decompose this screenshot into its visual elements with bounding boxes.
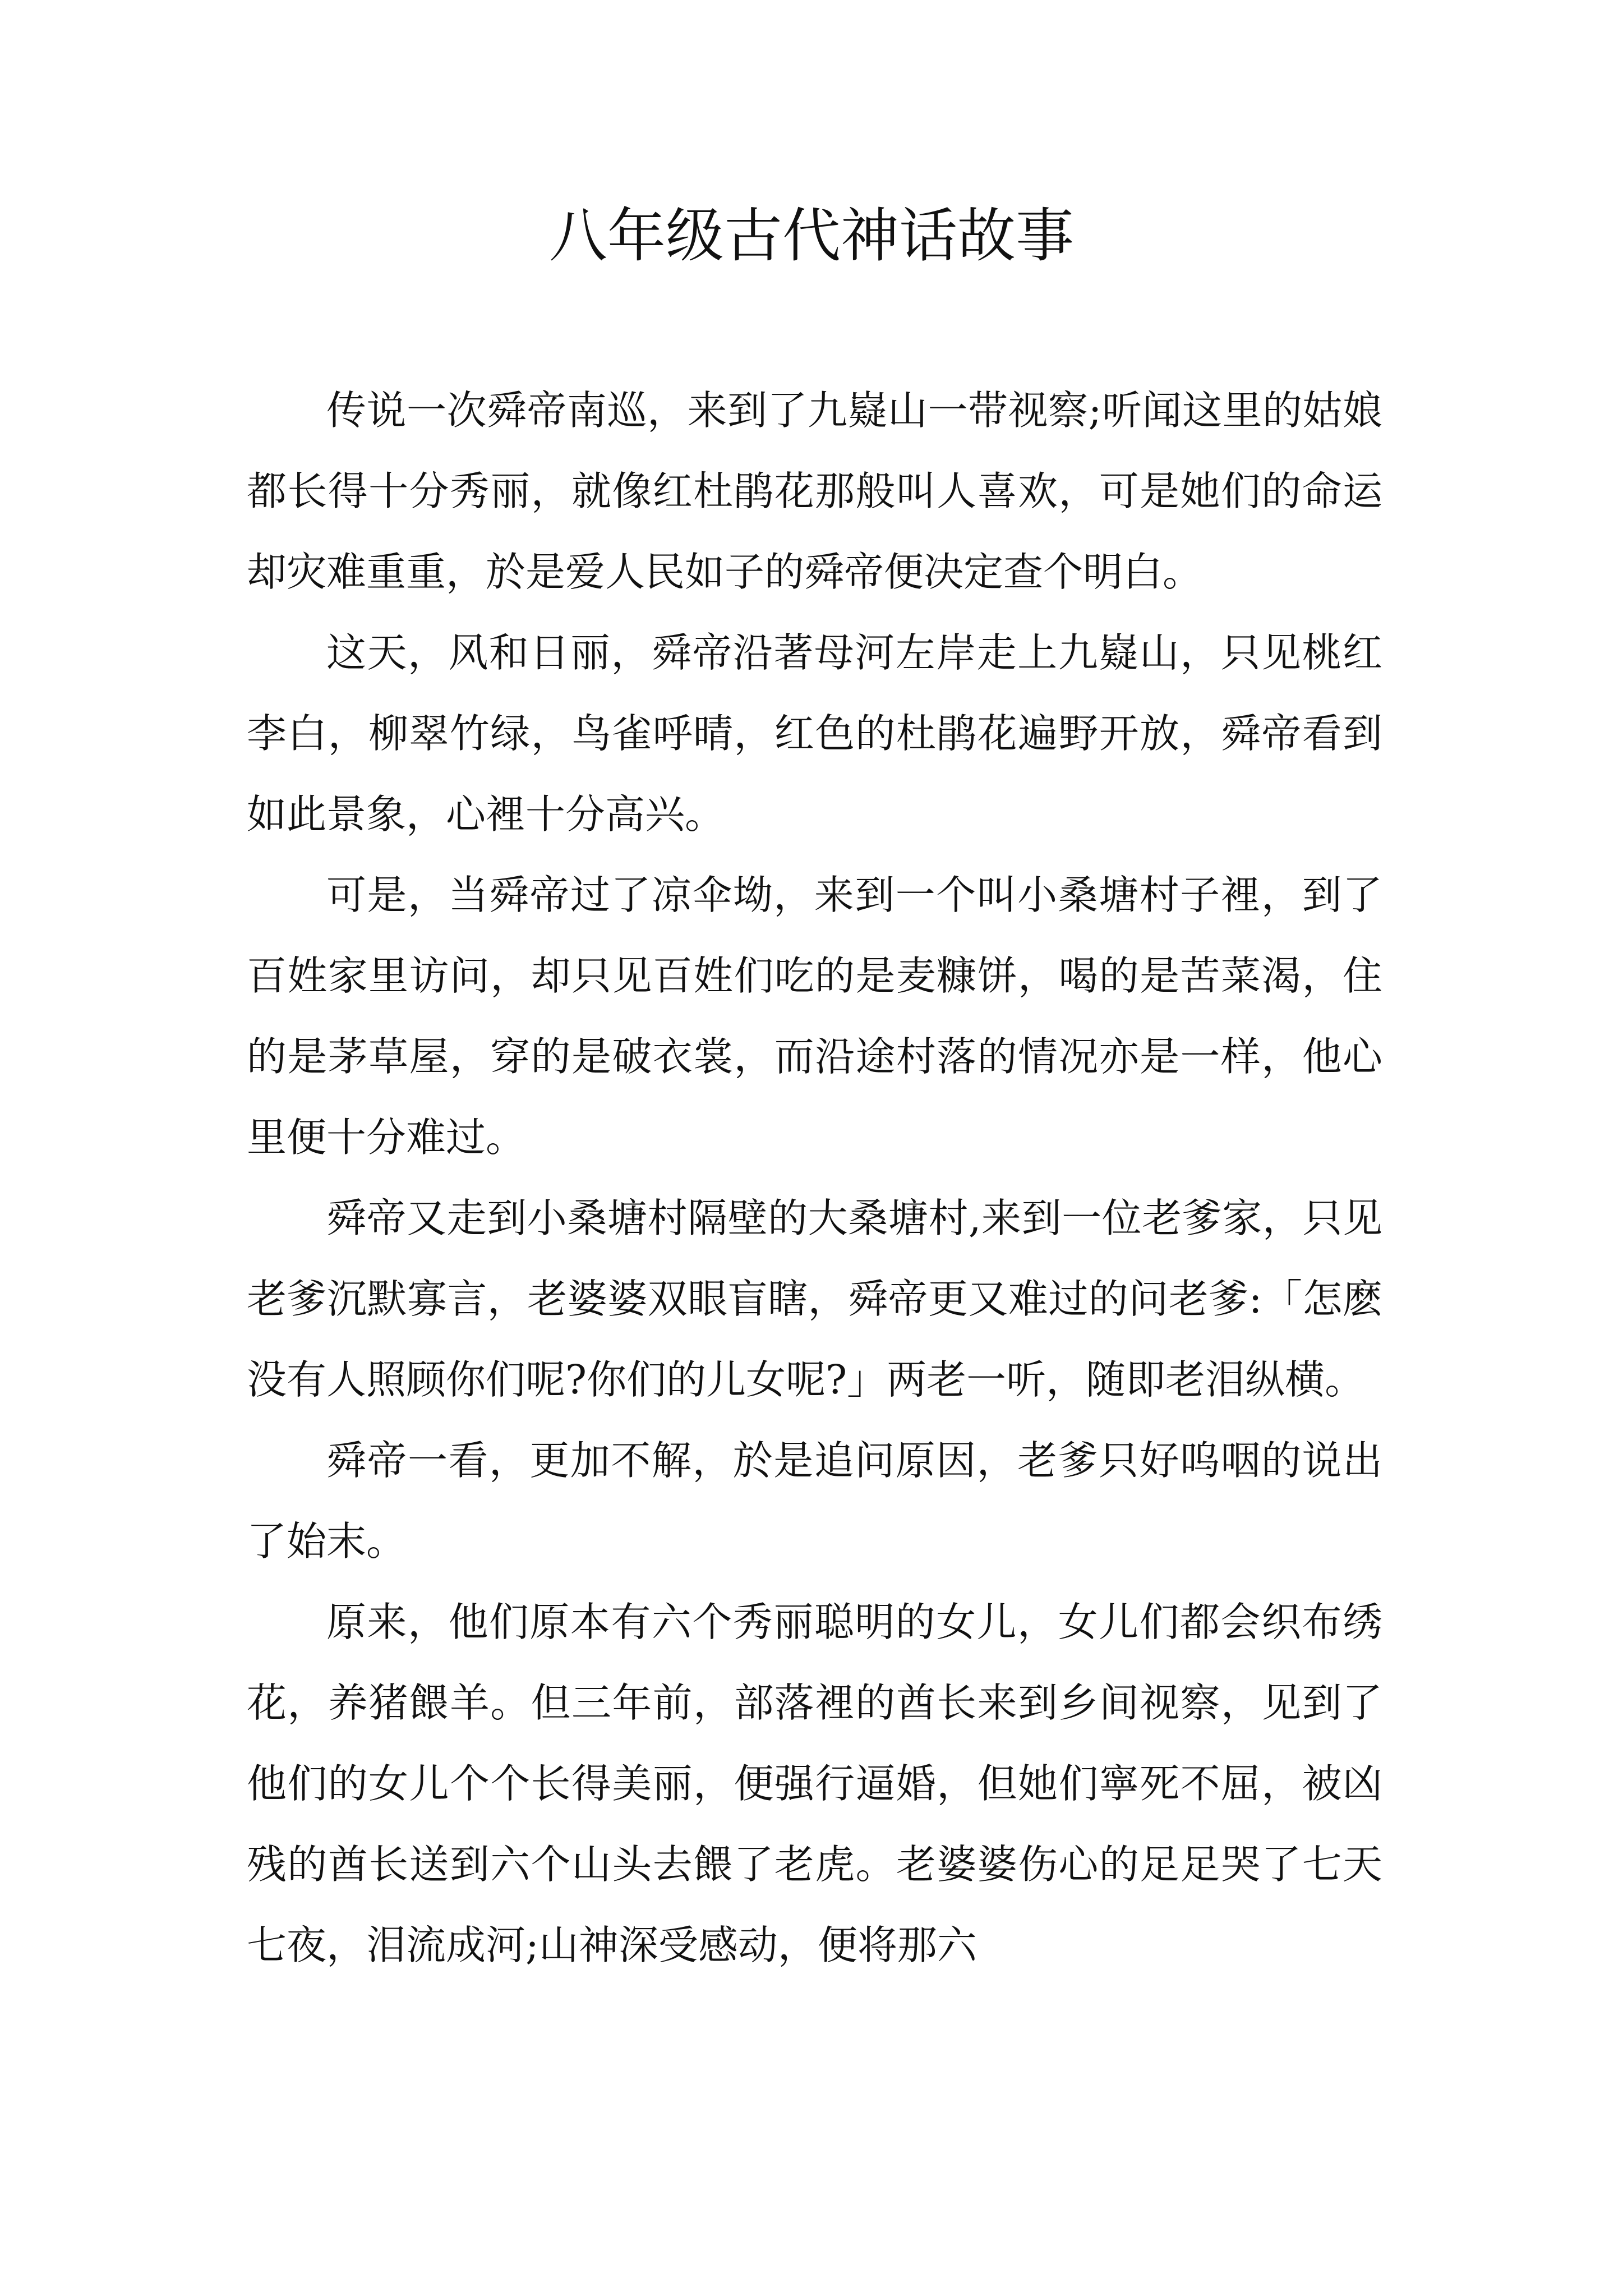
paragraph: 舜帝又走到小桑塘村隔壁的大桑塘村,来到一位老爹家，只见老爹沉默寡言，老婆婆双眼盲瞎，舜帝更又难过的问老爹:「怎麽没有人照顾你们呢?你们的儿女呢?」两老一听，随即老泪纵横。 bbox=[247, 1195, 1382, 1403]
paragraph: 这天，风和日丽，舜帝沿著母河左岸走上九嶷山，只见桃红李白，柳翠竹绿，鸟雀呼晴，红色的杜鹃花遍野开放，舜帝看到如此景象，心裡十分高兴。 bbox=[247, 629, 1382, 838]
document-title: 八年级古代神话故事 bbox=[548, 201, 1074, 270]
paragraph: 舜帝一看，更加不解，於是追问原因，老爹只好呜咽的说出了始末。 bbox=[247, 1437, 1382, 1565]
paragraph: 传说一次舜帝南巡，来到了九嶷山一带视察;听闻这里的姑娘都长得十分秀丽，就像红杜鹃花那般叫人喜欢，可是她们的命运却灾难重重，於是爱人民如子的舜帝便决定查个明白。 bbox=[247, 387, 1382, 595]
paragraph: 原来，他们原本有六个秀丽聪明的女儿，女儿们都会织布绣花，养猪餵羊。但三年前，部落裡的酋长来到乡间视察，见到了他们的女儿个个长得美丽，便强行逼婚，但她们寧死不屈，被凶残的酋长送到六个山头去餵了老虎。老婆婆伤心的足足哭了七天七夜，泪流成河;山神深受感动，便将那六 bbox=[247, 1599, 1382, 1968]
paragraph: 可是，当舜帝过了凉伞坳，来到一个叫小桑塘村子裡，到了百姓家里访问，却只见百姓们吃的是麦糠饼，喝的是苦菜渴，住的是茅草屋，穿的是破衣裳，而沿途村落的情况亦是一样，他心里便十分难过。 bbox=[247, 872, 1382, 1161]
document-body bbox=[247, 370, 1382, 1986]
